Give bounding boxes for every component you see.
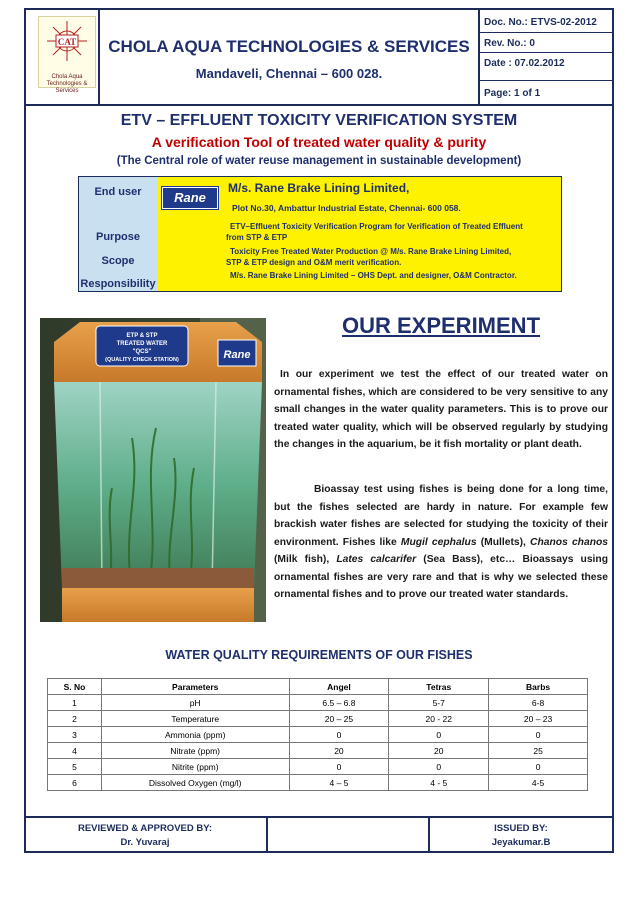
table-cell: 20	[289, 743, 389, 759]
header-cell: Parameters	[101, 679, 289, 695]
sign-line-3: "QCS"	[132, 349, 152, 355]
doc-row-rule	[478, 32, 614, 33]
table-cell: 20 - 22	[389, 711, 489, 727]
purpose-line-1: ETV–Effluent Toxicity Verification Program for Verification of Treated Effluent	[230, 222, 523, 231]
table-cell: 3	[48, 727, 102, 743]
reviewer-name: Dr. Yuvaraj	[120, 837, 170, 848]
logo-emblem-icon	[39, 17, 95, 69]
issued-label: ISSUED BY:	[494, 823, 548, 834]
table-cell: 20	[389, 743, 489, 759]
end-user-label: End user	[94, 186, 142, 198]
scope-line-2: STP & ETP design and O&M merit verification.	[226, 258, 402, 267]
table-cell: Ammonia (ppm)	[101, 727, 289, 743]
para2-text-c: (Mullets),	[476, 536, 531, 548]
header-bottom-rule	[24, 104, 614, 106]
date-row-rule	[478, 80, 614, 81]
company-logo	[38, 16, 96, 94]
table-cell: 0	[289, 727, 389, 743]
table-cell: 0	[489, 727, 588, 743]
table-row	[48, 743, 588, 759]
table-cell: 0	[389, 727, 489, 743]
table-cell: Nitrate (ppm)	[101, 743, 289, 759]
table-cell: Temperature	[101, 711, 289, 727]
experiment-paragraph-1: In our experiment we test the effect of our treated water on ornamental fishes, which are considered to be very sensitive to any small changes in the water quality parameters. This is to prove our treated water quality, which will be observed regularly by studying the changes in the aquarium, be it fish mortality or plant death.	[274, 369, 608, 450]
aquarium-photo	[40, 318, 266, 622]
end-user-name: M/s. Rane Brake Lining Limited,	[228, 181, 410, 195]
company-name: CHOLA AQUA TECHNOLOGIES & SERVICES	[108, 37, 470, 56]
sign-brand: Rane	[223, 349, 251, 361]
table-cell: 25	[489, 743, 588, 759]
main-title: ETV – EFFLUENT TOXICITY VERIFICATION SYSTEM	[120, 112, 518, 129]
subtitle: A verification Tool of treated water quality & purity	[151, 134, 487, 150]
table-row	[48, 695, 588, 711]
para2-text-e: (Milk fish),	[274, 554, 337, 565]
reviewed-label: REVIEWED & APPROVED BY:	[77, 823, 213, 834]
water-table-title: WATER QUALITY REQUIREMENTS OF OUR FISHES	[165, 648, 473, 662]
purpose-line-2: from STP & ETP	[226, 233, 288, 242]
table-row	[48, 759, 588, 775]
sign-line-2: TREATED WATER	[116, 341, 168, 347]
page-number: Page: 1 of 1	[484, 88, 541, 99]
sign-line-4: (QUALITY CHECK STATION)	[105, 357, 179, 363]
water-quality-table	[47, 678, 588, 791]
document-date: Date : 07.02.2012	[484, 58, 565, 69]
issuer-name: Jeyakumar.B	[491, 837, 551, 848]
table-cell: 4 – 5	[289, 775, 389, 791]
header-cell: Angel	[289, 679, 389, 695]
table-cell: 20 – 25	[289, 711, 389, 727]
experiment-paragraph-2	[274, 481, 608, 604]
table-cell: 5	[48, 759, 102, 775]
table-cell: 6	[48, 775, 102, 791]
purpose-label: Purpose	[95, 231, 140, 243]
rev-row-rule	[478, 52, 614, 53]
para2-text-g: (Sea Bass), etc… Bioassays using ornamental fishes are very rare and that is why we selected these ornamental fishes and to prove our treated water standards.	[274, 554, 609, 600]
responsibility-text: M/s. Rane Brake Lining Limited – OHS Dept. and designer, O&M Contractor.	[230, 271, 517, 280]
table-cell: pH	[101, 695, 289, 711]
rane-logo: Rane	[162, 187, 218, 209]
responsibility-label: Responsibility	[80, 278, 156, 290]
aquarium-illustration-icon	[40, 318, 266, 622]
table-cell: 4 - 5	[389, 775, 489, 791]
table-row	[48, 727, 588, 743]
sign-line-1: ETP & STP	[126, 333, 158, 339]
table-cell: 4-5	[489, 775, 588, 791]
table-cell: 5-7	[389, 695, 489, 711]
company-address: Mandaveli, Chennai – 600 028.	[195, 66, 383, 81]
species-lates: Lates calcarifer	[336, 554, 417, 565]
table-cell: 6.5 – 6.8	[289, 695, 389, 711]
footer-top-rule	[24, 816, 614, 818]
end-user-address: Plot No.30, Ambattur Industrial Estate, Chennai- 600 058.	[232, 203, 461, 213]
table-cell: 4	[48, 743, 102, 759]
experiment-title: OUR EXPERIMENT	[341, 313, 541, 338]
table-cell: 1	[48, 695, 102, 711]
header-cell: Tetras	[389, 679, 489, 695]
table-row	[48, 711, 588, 727]
table-cell: 0	[489, 759, 588, 775]
table-cell: Nitrite (ppm)	[101, 759, 289, 775]
table-cell: 20 – 23	[489, 711, 588, 727]
logo-caption: Chola Aqua Technologies & Services	[46, 74, 88, 94]
logo-badge: CAT	[57, 37, 77, 47]
scope-label: Scope	[101, 255, 135, 267]
table-cell: 6-8	[489, 695, 588, 711]
header-divider-right	[478, 8, 480, 104]
table-cell: 0	[289, 759, 389, 775]
table-cell: 2	[48, 711, 102, 727]
header-cell: S. No	[48, 679, 102, 695]
header-cell: Barbs	[489, 679, 588, 695]
revision-number: Rev. No.: 0	[484, 38, 535, 49]
table-row	[48, 775, 588, 791]
table-cell: Dissolved Oxygen (mg/l)	[101, 775, 289, 791]
species-mugil: Mugil cephalus	[400, 536, 477, 548]
table-cell: 0	[389, 759, 489, 775]
scope-line-1: Toxicity Free Treated Water Production @ M/s. Rane Brake Lining Limited,	[230, 247, 512, 256]
doc-number: Doc. No.: ETVS-02-2012	[484, 17, 597, 28]
tagline: (The Central role of water reuse management in sustainable development)	[116, 155, 522, 167]
footer-divider-left	[266, 816, 268, 853]
table-header-row	[48, 679, 588, 695]
para2-text-a: Bioassay test using fishes is being done for a long time, but the fishes selected are hardy in nature. For example few brackish water fishes are selected for studying the toxicity of their environment. Fishes like	[274, 484, 608, 548]
species-chanos: Chanos chanos	[530, 536, 608, 548]
